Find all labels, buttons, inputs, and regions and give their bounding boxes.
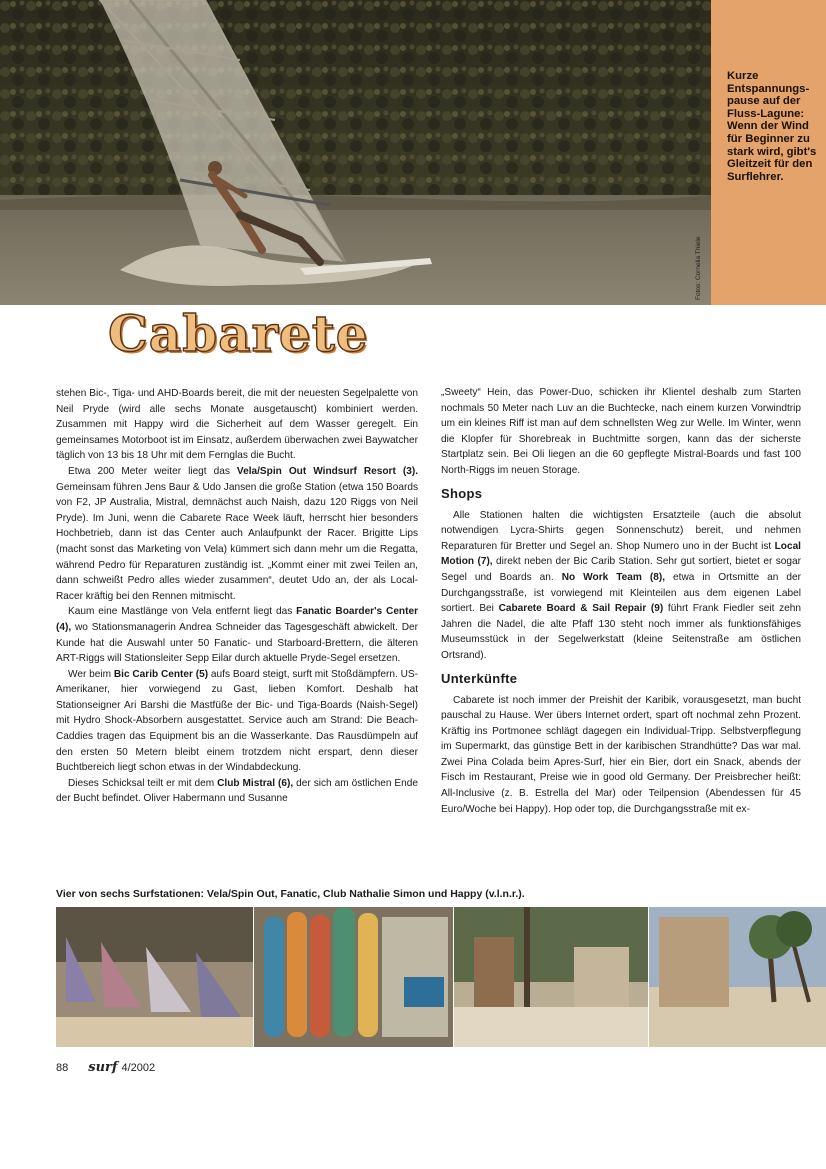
text-run: wo Stationsmanagerin Andrea Schneider das Tagesgeschäft abwickelt. Der Kunde hat die Auswahl unter 50 Fanatic- und Starboard-Brettern, die älteren ART-Riggs will Stationsleiter Sepp Eilar durch aktuelle Pryde-Segel ersetzen. — [56, 621, 418, 665]
bold-term: Cabarete Board & Sail Repair (9) — [498, 603, 664, 615]
bold-term: Vela/Spin Out Windsurf Resort (3). — [236, 465, 419, 477]
bold-term: No Work Team (8), — [561, 571, 666, 583]
text-column-right — [441, 385, 801, 817]
issue-number: 4/2002 — [121, 1062, 156, 1074]
section-heading: Unterkünfte — [441, 670, 518, 686]
paragraph — [56, 386, 418, 464]
photo-happy — [649, 907, 826, 1047]
text-run: „Sweety“ Hein, das Power-Duo, schicken ihr Klientel deshalb zum Starten nochmals 50 Meter nach Luv an die Buchtecke, nach einem kurzen Vorwindtrip um ein kleines Riff ist man auf dem schnellsten Weg zur Welle. Im Winter, wenn die Klopfer für Shorebreak in Buchtmitte sorgen, kann das der sicherste Startplatz sein. Bei Oli liegen an die 60 gepflegte Mistral-Boards und fast 100 North-Riggs im neuen Storage. — [441, 387, 801, 476]
text-run: Dieses Schicksal teilt er mit dem — [68, 777, 218, 789]
text-run: Wer beim — [68, 668, 114, 680]
bold-term: Fanatic Boarder's Center (4), — [56, 606, 418, 633]
page-footer — [56, 1060, 155, 1075]
gallery-caption: Vier von sechs Surfstationen: Vela/Spin Out, Fanatic, Club Nathalie Simon und Happy (v.l.n.r.). — [56, 888, 525, 900]
text-run: stehen Bic-, Tiga- und AHD-Boards bereit, die mit der neuesten Segelpalette von Neil Pryde (wird alle sechs Monate ausgetauscht) kombiniert werden. Zusammen mit Happy wird die Sicherheit auf dem Wasser geregelt. Ein gemeinsames Motorboot ist im Einsatz, außerdem überwachen zwei Baywatcher täglich von 13 bis 18 Uhr mit dem Fernglas die Bucht. — [56, 388, 418, 462]
page-number: 88 — [56, 1062, 69, 1074]
photo-vela-spin-out — [56, 907, 253, 1047]
magazine-logo: surf — [88, 1060, 118, 1075]
bold-term: Bic Carib Center (5) — [113, 668, 209, 680]
bold-term: Local Motion (7), — [441, 540, 801, 568]
text-run: der sich am östlichen Ende der Bucht befindet. Oliver Habermann und Susanne — [56, 777, 418, 805]
hero-caption: Kurze Entspannungs-pause auf der Fluss-Lagune: Wenn der Wind für Beginner zu stark wird, gibt's Gleitzeit für den Surflehrer. — [727, 70, 817, 183]
text-run: direkt neben der Bic Carib Station. Sehr gut sortiert, bietet er sogar Segel und Boards an. — [441, 556, 801, 583]
text-column-left — [56, 386, 418, 807]
photo-fanatic — [254, 907, 453, 1047]
paragraph — [441, 693, 801, 818]
paragraph — [441, 385, 801, 479]
section-heading: Shops — [441, 485, 483, 501]
photo-gallery — [56, 907, 826, 1047]
hero-photo — [0, 0, 711, 305]
photo-club-nathalie-simon — [454, 907, 648, 1047]
paragraph — [56, 464, 418, 604]
text-run: Alle Stationen halten die wichtigsten Ersatzteile (auch die absolut notwendigen Lycra-Shirts gegen Sonnenschutz) bereit, und nehmen Reparaturen für Bretter und Segel an. Shop Numero uno in der Bucht ist — [441, 509, 801, 552]
paragraph — [56, 604, 418, 666]
text-run: aufs Board steigt, surft mit Stoßdämpfern. US-Amerikaner, hier vorwiegend zu Gast, lieben Komfort. Deshalb hat Stationseigner Ari Barshi die Mastfüße der Bic- und Tiga-Boards (Naish-Segel) mit Hydro Shock-Absorbern ausgestattet. Service auch am Strand: Die Beach-Caddies tragen das Equipment bis an die Wasserkante. Das Rausdümpeln auf den ersten 50 Metern bleibt einem trotzdem nicht erspart, denn dieser Buchtbereich liegt schon etwas in der Windabdeckung. — [56, 668, 418, 774]
paragraph — [56, 667, 418, 776]
text-run: Etwa 200 Meter weiter liegt das — [68, 465, 237, 477]
paragraph — [56, 776, 418, 807]
article-title: Cabarete — [108, 304, 369, 363]
bold-term: Club Mistral (6), — [217, 777, 294, 789]
photo-caption-panel — [711, 0, 826, 305]
text-run: Gemeinsam führen Jens Baur & Udo Jansen die große Station (etwa 150 Boards von F2, JP Australia, Mistral, demnächst auch Naish, dazu 120 Riggs von Neil Pryde). Im Juni, wenn die Cabarete Race Week läuft, herrscht hier besonders Hochbetrieb, dann ist das Center auch Anlaufpunkt der Racer. Brigitte Lips (macht sonst das Marketing von Vela) kümmert sich dann mehr um die Regatta, während Pedro für Reparaturen zuständig ist. „Kommt einer mit zwei Teilen an, dann schweißt Pedro alles wieder zusammen“, deutet Udo an, der als Local-Racer kräftig bei den Rennen mitmischt. — [56, 481, 418, 602]
text-run: führt Frank Fiedler seit zehn Jahren die Nadel, die alte Pfaff 130 steht noch immer als funktionsfähiges Museumsstück in der Segelwerkstatt (kleine Seitenstraße am östlichen Ortsrand). — [441, 603, 802, 661]
text-run: etwa in Ortsmitte an der Durchgangsstraße, ist vorwiegend mit Kleinteilen aus dem eigenen Label sortiert. Bei — [441, 571, 801, 615]
paragraph — [441, 508, 801, 664]
text-run: Cabarete ist noch immer der Preishit der Karibik, vorausgesetzt, man bucht pauschal zu Hause. Wer übers Internet ordert, spart oft nochmal zehn Prozent. Kräftig ins Portmonee schlägt dagegen ein Individual-Tripp. Selbstverpflegung im Supermarkt, das günstige Bett in der karibischen Strandhütte? Das war mal. Zwei Pina Colada beim Apres-Surf, hier ein Bier, dort ein Snack, abends der Fisch im Restaurant, Preise wie in good old Germany. Der Preisbrecher heißt: All-Inclusive (z. B. Estrella del Mar) oder Teilpension (Abendessen für 45 Euro/Woche bei Happy). Hop oder top, die Durchgangsstraße mit ex- — [441, 694, 801, 815]
text-run: Kaum eine Mastlänge von Vela entfernt liegt das — [68, 606, 297, 618]
photo-credit: Fotos: Cornelia Thiele — [695, 236, 702, 300]
